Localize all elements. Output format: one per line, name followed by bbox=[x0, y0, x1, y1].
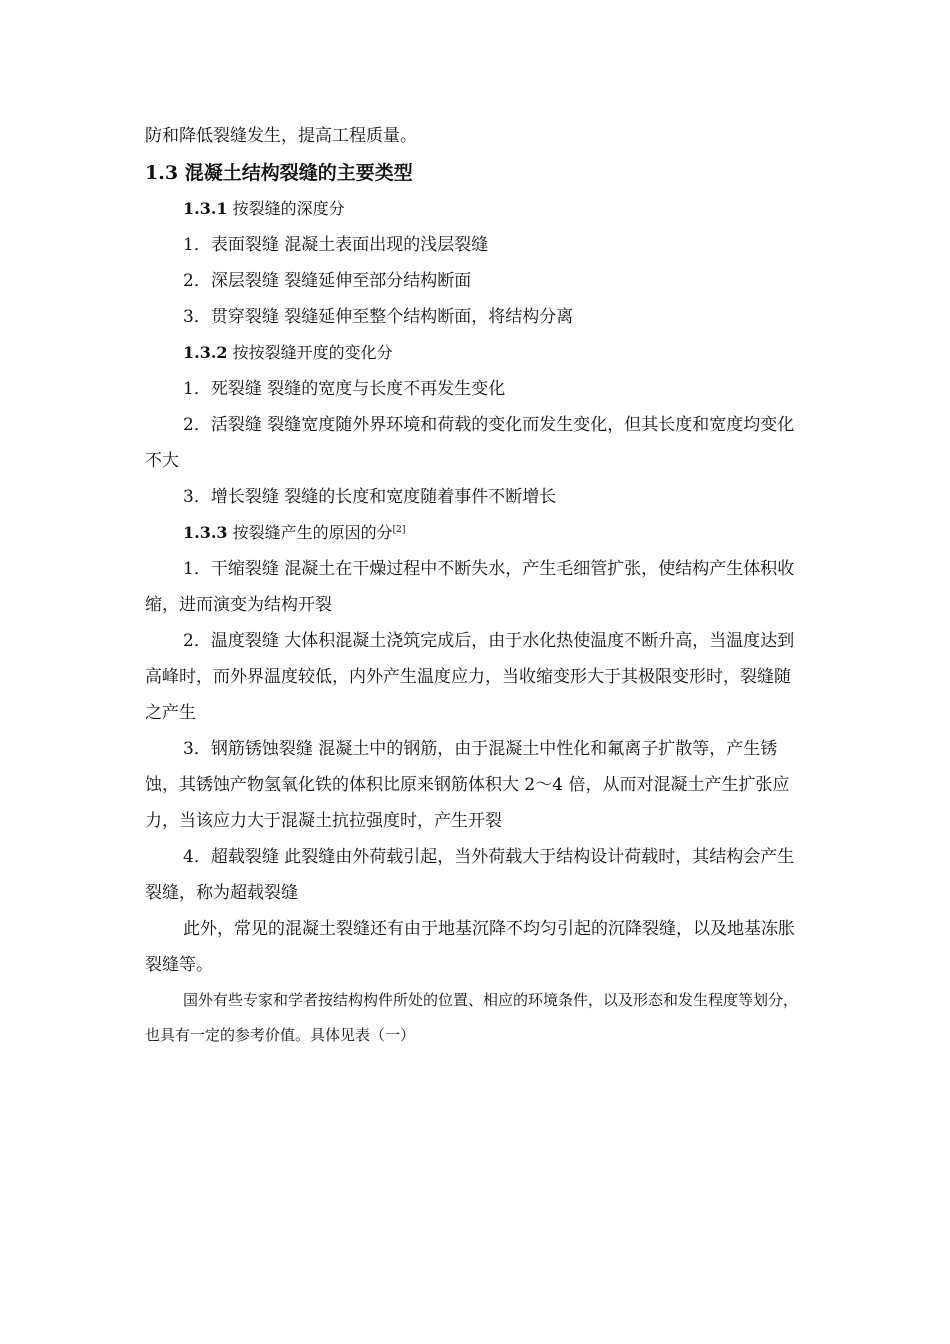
list-item: 3．钢筋锈蚀裂缝 混凝土中的钢筋，由于混凝土中性化和氟离子扩散等，产生锈蚀，其锈蚀产物氢氧化铁的体积比原来钢筋体积大 2～4 倍，从而对混凝土产生扩张应力，当该应力大于混凝土抗拉强度时，产生开裂 bbox=[145, 739, 790, 831]
subsection-heading-depth bbox=[145, 191, 807, 227]
subsection-title: 按裂缝产生的原因的分 bbox=[232, 523, 393, 542]
list-item: 4．超载裂缝 此裂缝由外荷载引起，当外荷载大于结构设计荷载时，其结构会产生裂缝，称为超载裂缝 bbox=[145, 847, 795, 903]
subsection-number: 1.3.1 bbox=[183, 199, 228, 218]
foreign-classification-paragraph: 国外有些专家和学者按结构构件所处的位置、相应的环境条件，以及形态和发生程度等划分，也具有一定的参考价值。具体见表（一） bbox=[145, 991, 799, 1044]
subsection-number: 1.3.3 bbox=[183, 523, 228, 542]
section-number: 1.3 bbox=[145, 162, 179, 184]
subsection-heading-change bbox=[145, 335, 807, 371]
subsection-heading-cause bbox=[145, 515, 807, 551]
list-item: 2．温度裂缝 大体积混凝土浇筑完成后，由于水化热使温度不断升高，当温度达到高峰时，而外界温度较低，内外产生温度应力，当收缩变形大于其极限变形时，裂缝随之产生 bbox=[145, 631, 795, 723]
subsection-title: 按按裂缝开度的变化分 bbox=[232, 343, 393, 362]
subsection-number: 1.3.2 bbox=[183, 343, 228, 362]
list-item: 2．深层裂缝 裂缝延伸至部分结构断面 bbox=[183, 271, 472, 291]
section-heading bbox=[145, 156, 807, 190]
list-item: 1．干缩裂缝 混凝土在干燥过程中不断失水，产生毛细管扩张，使结构产生体积收缩，进而演变为结构开裂 bbox=[145, 559, 795, 615]
section-title: 混凝土结构裂缝的主要类型 bbox=[184, 162, 413, 184]
list-item: 3．贯穿裂缝 裂缝延伸至整个结构断面，将结构分离 bbox=[183, 307, 574, 327]
list-item: 3．增长裂缝 裂缝的长度和宽度随着事件不断增长 bbox=[183, 487, 557, 507]
list-item: 1．死裂缝 裂缝的宽度与长度不再发生变化 bbox=[183, 379, 506, 399]
extra-paragraph: 此外，常见的混凝土裂缝还有由于地基沉降不均匀引起的沉降裂缝，以及地基冻胀裂缝等。 bbox=[145, 919, 795, 975]
document-page bbox=[145, 118, 807, 1053]
subsection-title: 按裂缝的深度分 bbox=[232, 199, 345, 218]
list-item: 2．活裂缝 裂缝宽度随外界环境和荷载的变化而发生变化，但其长度和宽度均变化不大 bbox=[145, 415, 795, 471]
reference-marker[interactable]: [2] bbox=[392, 525, 406, 535]
list-item: 1．表面裂缝 混凝土表面出现的浅层裂缝 bbox=[183, 235, 489, 255]
intro-tail-paragraph: 防和降低裂缝发生，提高工程质量。 bbox=[145, 126, 417, 146]
